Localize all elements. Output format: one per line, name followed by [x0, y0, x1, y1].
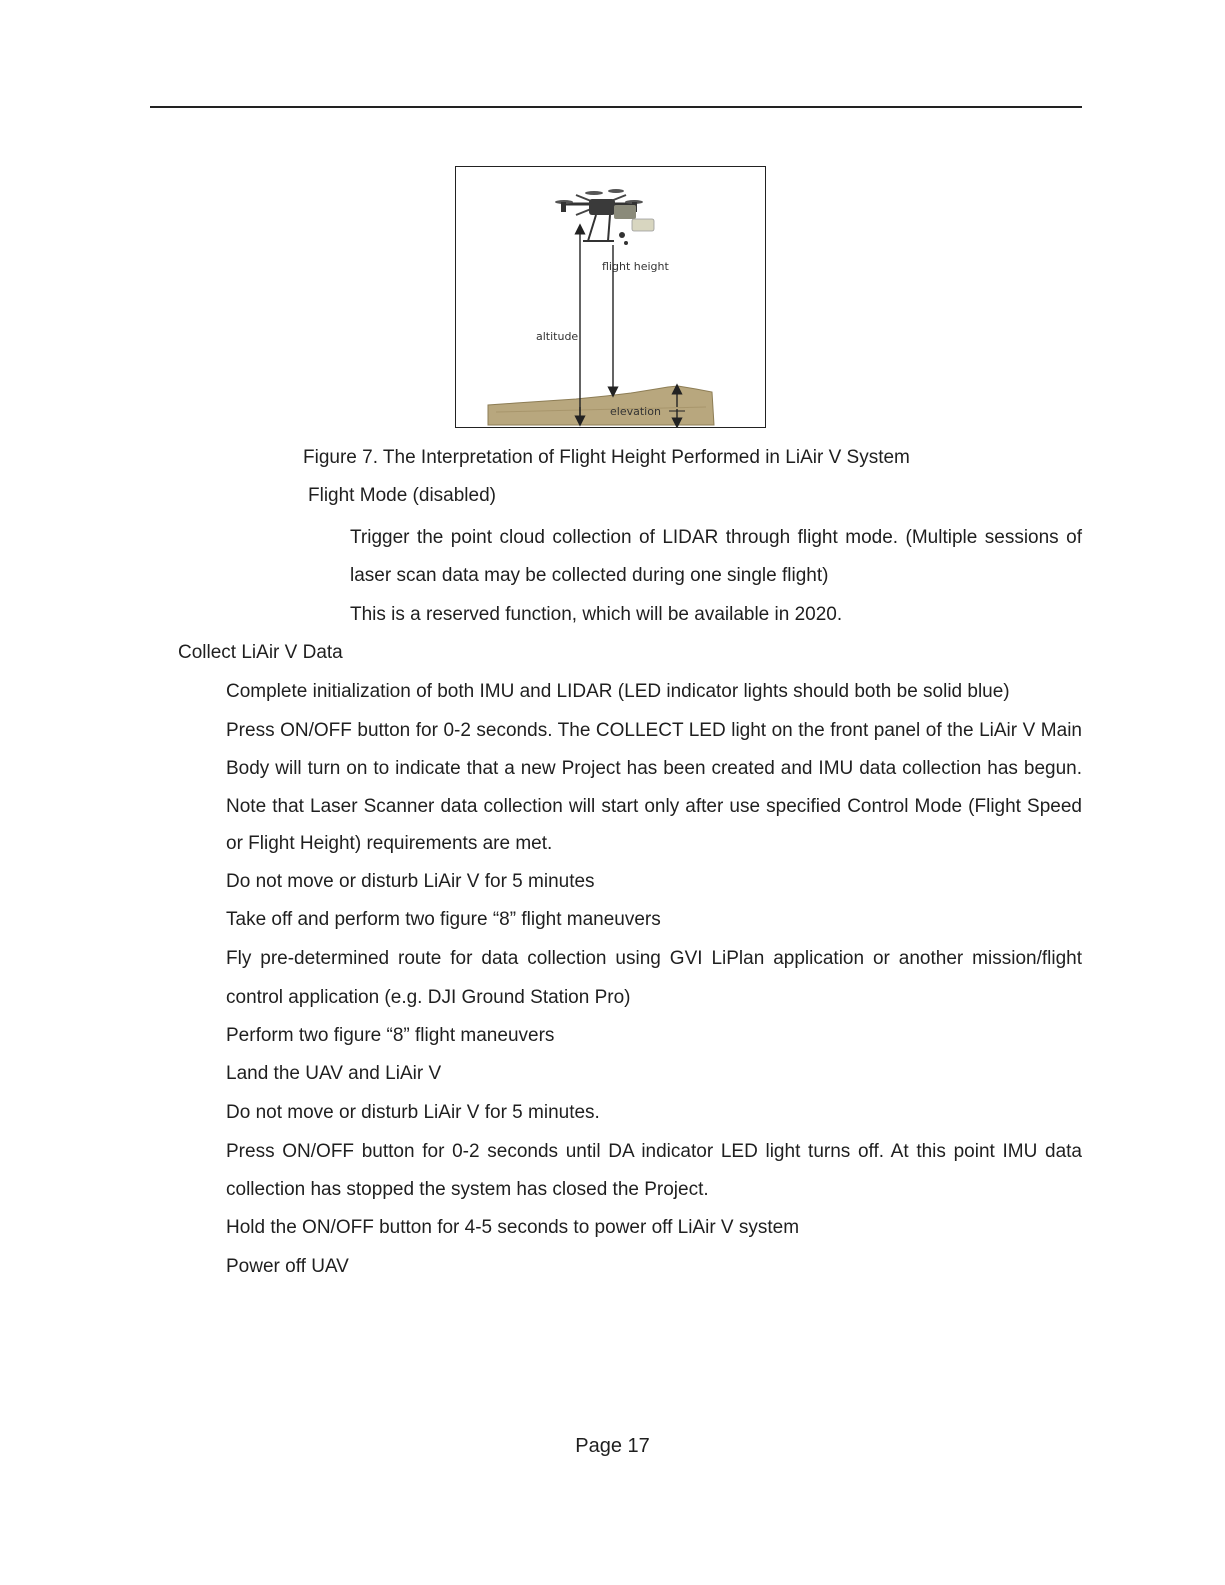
collect-step-line: Note that Laser Scanner data collection will start only after use specified Control Mode (Flight Speed: [226, 796, 1082, 817]
collect-step-line: Body will turn on to indicate that a new Project has been created and IMU data collection has begun.: [226, 758, 1082, 779]
collect-step-line: Press ON/OFF button for 0-2 seconds until DA indicator LED light turns off. At this point IMU data: [226, 1141, 1082, 1162]
collect-step-line: Do not move or disturb LiAir V for 5 minutes: [226, 871, 595, 892]
flight-height-figure: [455, 166, 766, 428]
collect-step-line: Perform two figure “8” flight maneuvers: [226, 1025, 555, 1046]
flight-height-label: flight height: [602, 260, 669, 273]
collect-step-line: Power off UAV: [226, 1256, 349, 1277]
collect-step-line: Land the UAV and LiAir V: [226, 1063, 442, 1084]
flight-height-diagram: [456, 167, 765, 427]
collect-step-line: Fly pre-determined route for data collection using GVI LiPlan application or another mission/flight: [226, 948, 1082, 969]
drone-icon: [555, 189, 654, 245]
flight-mode-paragraph-line: laser scan data may be collected during one single flight): [350, 565, 829, 586]
flight-mode-heading: Flight Mode (disabled): [308, 485, 496, 506]
elevation-label: elevation: [610, 405, 661, 418]
ground-terrain: [488, 386, 714, 425]
collect-step-line: Hold the ON/OFF button for 4-5 seconds to power off LiAir V system: [226, 1217, 800, 1238]
figure-caption: Figure 7. The Interpretation of Flight Height Performed in LiAir V System: [303, 447, 910, 468]
page-number: Page 17: [575, 1435, 650, 1457]
collect-step-line: Complete initialization of both IMU and LIDAR (LED indicator lights should both be solid blue): [226, 681, 1010, 702]
collect-step-line: Take off and perform two figure “8” flight maneuvers: [226, 909, 661, 930]
collect-step-line: control application (e.g. DJI Ground Station Pro): [226, 987, 631, 1008]
collect-step-line: Do not move or disturb LiAir V for 5 minutes.: [226, 1102, 600, 1123]
collect-data-heading: Collect LiAir V Data: [178, 642, 343, 663]
flight-mode-reserved-note: This is a reserved function, which will be available in 2020.: [350, 604, 843, 625]
header-rule: [150, 106, 1082, 108]
altitude-label: altitude: [536, 330, 579, 343]
collect-step-line: Press ON/OFF button for 0-2 seconds. The COLLECT LED light on the front panel of the LiAir V Main: [226, 720, 1082, 741]
flight-mode-paragraph-line: Trigger the point cloud collection of LIDAR through flight mode. (Multiple sessions of: [350, 527, 1082, 548]
collect-step-line: or Flight Height) requirements are met.: [226, 833, 553, 854]
collect-step-line: collection has stopped the system has closed the Project.: [226, 1179, 709, 1200]
